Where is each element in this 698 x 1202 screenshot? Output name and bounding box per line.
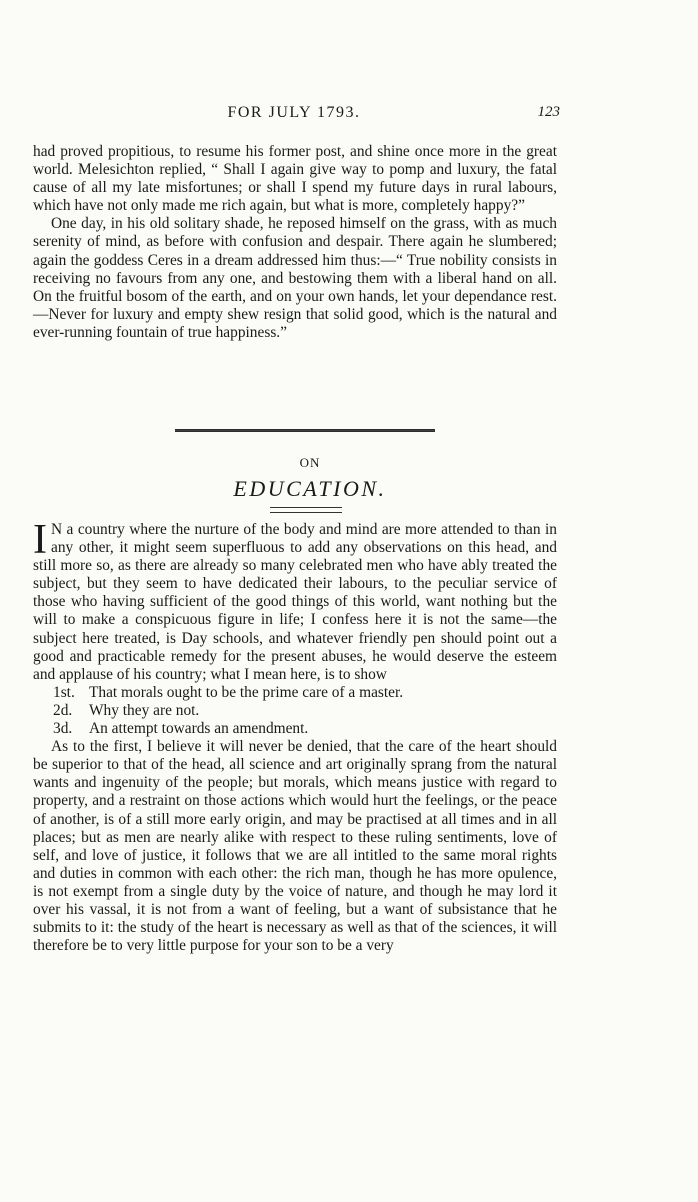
- article-title: EDUCATION.: [233, 476, 387, 501]
- top-text-block: [33, 143, 557, 342]
- page-header: [30, 104, 558, 128]
- article-kicker: ON: [299, 455, 321, 470]
- list-text: That morals ought to be the prime care of a master.: [89, 683, 404, 701]
- list-item: [33, 684, 557, 702]
- list-number: 3d.: [53, 720, 73, 738]
- list-text: Why they are not.: [89, 701, 200, 719]
- list-number: 1st.: [53, 683, 75, 701]
- paragraph: had proved propitious, to resume his former post, and shine once more in the great world. Melesichton replied, “ Shall I again give way to pomp and luxury, the fatal cause of all my late misfortunes; or shall I spend my future days in rural labours, which have not only made me rich again, but what is more, completely happy?”: [33, 143, 557, 215]
- intro-paragraph: [33, 517, 557, 684]
- intro-text: N a country where the nurture of the body and mind are more attended to than in any other, it might seem superfluous to add any observations on this head, and still more so, as there are already so many celebrated men who have ably treated the subject, but they seem to have dedicated their labours, to the peculiar service of those who having sufficient of the good things of this world, want nothing but the will to make a conspicuous figure in life; I confess here it is not the same—the subject here treated, is Day schools, and whatever friendly pen should point out a good and practicable remedy for the present abuses, he would deserve the esteem and applause of his country; what I mean here, is to show: [33, 521, 557, 683]
- section-divider: [175, 429, 435, 432]
- points-list: [33, 684, 557, 738]
- list-text: An attempt towards an amendment.: [89, 720, 309, 738]
- list-item: [33, 702, 557, 720]
- article-body: [33, 517, 557, 955]
- running-head: FOR JULY 1793.: [227, 104, 361, 121]
- list-number: 2d.: [53, 701, 73, 719]
- paragraph: One day, in his old solitary shade, he reposed himself on the grass, with as much serenity of mind, as before with confusion and despair. There again he slumbered; again the goddess Ceres in a dream addressed him thus:—“ True nobility consists in receiving no favours from any one, and bestowing them with a liberal hand on all. On the fruitful bosom of the earth, and on your own hands, let your dependance rest.—Never for luxury and empty shew resign that solid good, which is the natural and ever-running fountain of true happiness.”: [33, 215, 557, 341]
- drop-cap: I: [33, 517, 47, 563]
- page-number: 123: [537, 104, 560, 120]
- paragraph: As to the first, I believe it will never be denied, that the care of the heart should be superior to that of the head, all science and art originally sprang from the natural wants and ingenuity of the people; but morals, which means justice with regard to property, and a restraint on those actions which would hurt the feelings, or the peace of another, is of a still more early origin, and may be practised at all times and in all places; but as men are nearly alike with respect to these ruling sentiments, love of self, and love of justice, it follows that we are all intitled to the same moral rights and duties in common with each other: the rich man, though he has more opulence, is not exempt from a single duty by the voice of nature, and though he may lord it over his vassal, it is not from a want of feeling, but a want of subsistance that he submits to it: the study of the heart is necessary as well as that of the sciences, it will therefore be to very little purpose for your son to be a very: [33, 738, 557, 955]
- title-underline: [270, 507, 342, 513]
- list-item: [33, 720, 557, 738]
